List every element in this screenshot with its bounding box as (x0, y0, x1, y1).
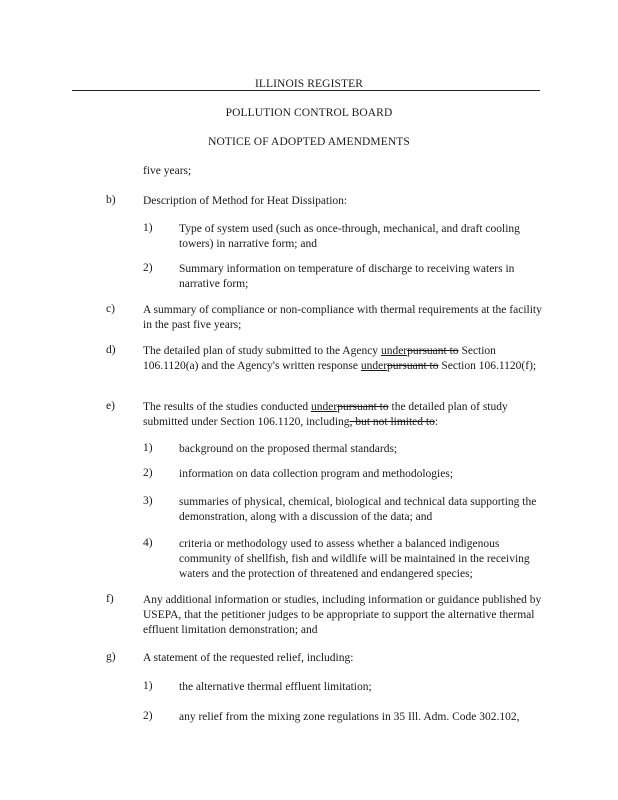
section-g-label: g) (106, 651, 116, 663)
section-d-text: The detailed plan of study submitted to the Agency underpursuant to Section 106.1120(a) and the Agency's written response underpursuant to Section 106.1120(f); (143, 345, 537, 372)
section-f-label: f) (106, 593, 114, 605)
section-c-label: c) (106, 303, 115, 315)
header-rule (72, 90, 540, 91)
section-e3-label: 3) (143, 495, 153, 507)
section-c-text: A summary of compliance or non-compliance with thermal requirements at the facility in the past five years; (143, 304, 542, 331)
section-e2-text: information on data collection program and methodologies; (179, 468, 454, 480)
section-d-label: d) (106, 344, 116, 356)
inserted-text: under (380, 345, 408, 357)
section-e3-text: summaries of physical, chemical, biological and technical data supporting the demonstration, along with a discussion of the data; and (179, 496, 537, 523)
continuation-text: five years; (143, 165, 192, 177)
section-b2-label: 2) (143, 262, 153, 274)
section-e1-label: 1) (143, 442, 153, 454)
section-g2-label: 2) (143, 710, 153, 722)
deleted-text: pursuant to (337, 401, 389, 413)
deleted-text: , but not limited to (349, 416, 435, 428)
section-f-text: Any additional information or studies, including information or guidance published by USEPA, that the petitioner judges to be appropriate to support the alternative thermal effluent limitation demonstration; and (143, 594, 542, 636)
section-g1-label: 1) (143, 680, 153, 692)
board-title: POLLUTION CONTROL BOARD (225, 107, 393, 119)
inserted-text: under (360, 360, 388, 372)
section-b-label: b) (106, 194, 116, 206)
section-e4-text: criteria or methodology used to assess whether a balanced indigenous community of shellfish, fish and wildlife will be maintained in the receiving waters and the protection of threatened and endangered species; (179, 538, 530, 580)
register-title: ILLINOIS REGISTER (254, 78, 364, 90)
section-e1-text: background on the proposed thermal standards; (179, 443, 398, 455)
section-b1-label: 1) (143, 222, 153, 234)
inserted-text: under (311, 401, 338, 413)
section-b-text: Description of Method for Heat Dissipation: (143, 195, 348, 207)
section-b1-text: Type of system used (such as once-through, mechanical, and draft cooling towers) in narrative form; and (179, 223, 520, 250)
section-e-text: The results of the studies conducted underpursuant to the detailed plan of study submitted under Section 106.1120, including, but not limited to: (143, 401, 508, 428)
section-e2-label: 2) (143, 467, 153, 479)
notice-title: NOTICE OF ADOPTED AMENDMENTS (208, 136, 410, 148)
section-e-label: e) (106, 400, 115, 412)
section-b2-text: Summary information on temperature of discharge to receiving waters in narrative form; (179, 263, 515, 290)
section-g2-text: any relief from the mixing zone regulations in 35 Ill. Adm. Code 302.102, (179, 711, 520, 723)
section-g-text: A statement of the requested relief, including: (143, 652, 354, 664)
section-g1-text: the alternative thermal effluent limitation; (179, 681, 372, 693)
deleted-text: pursuant to (387, 360, 439, 372)
section-e4-label: 4) (143, 537, 153, 549)
deleted-text: pursuant to (407, 345, 459, 357)
